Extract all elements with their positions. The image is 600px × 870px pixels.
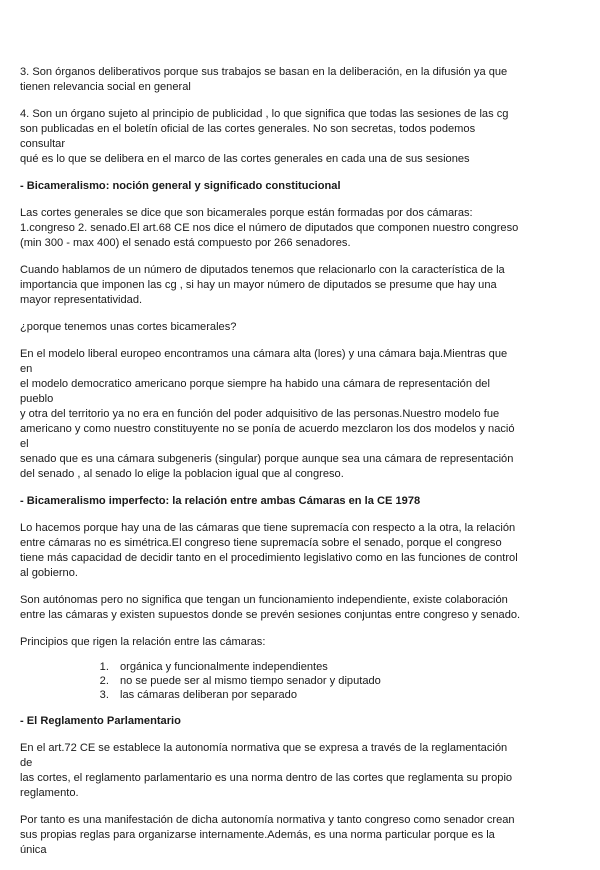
- paragraph-camaras: Las cortes generales se dice que son bicamerales porque están formadas por dos cámaras: 1.congreso 2. senado.El art.68 CE nos dice el número de diputados que componen nuestro congreso (min 300 - max 400) el senado está compuesto por 266 senadores.: [20, 207, 519, 249]
- heading-bicameralismo: - Bicameralismo: noción general y significado constitucional: [20, 180, 341, 192]
- paragraph-autonomia-normativa: Por tanto es una manifestación de dicha autonomía normativa y tanto congreso como senador crean sus propias reglas para organizarse internamente.Además, es una norma particular porque es la única: [20, 814, 515, 856]
- paragraph-principios: Principios que rigen la relación entre las cámaras:: [20, 636, 266, 648]
- heading-bicameralismo-imperfecto: - Bicameralismo imperfecto: la relación entre ambas Cámaras en la CE 1978: [20, 495, 421, 507]
- paragraph-art72: En el art.72 CE se establece la autonomía normativa que se expresa a través de la reglamentación de las cortes, el reglamento parlamentario es una norma dentro de las cortes que reglamenta su propio reglamento.: [20, 742, 513, 799]
- paragraph-autonomas: Son autónomas pero no significa que tengan un funcionamiento independiente, existe colaboración entre las cámaras y existen supuestos donde se prevén sesiones conjuntas entre congreso y senado.: [20, 594, 521, 621]
- document-page: [20, 65, 522, 870]
- paragraph-deliberativos: 3. Son órganos deliberativos porque sus trabajos se basan en la deliberación, en la difusión ya que tienen relevancia social en general: [20, 66, 508, 93]
- list-item: 3. las cámaras deliberan por separado: [112, 688, 522, 702]
- paragraph-publicidad: 4. Son un órgano sujeto al principio de publicidad , lo que significa que todas las sesiones de las cg son publicadas en el boletín oficial de las cortes generales. No son secretas, todos podemos consultar qué es lo que se delibera en el marco de las cortes generales en cada una de sus sesiones: [20, 108, 509, 165]
- principles-list: [20, 660, 522, 702]
- list-item: 1. orgánica y funcionalmente independientes: [112, 660, 522, 674]
- paragraph-supremacia: Lo hacemos porque hay una de las cámaras que tiene supremacía con respecto a la otra, la relación entre cámaras no es simétrica.El congreso tiene supremacía sobre el senado, porque el congreso tiene más capacidad de decidir tanto en el procedimiento legislativo como en las funciones de control al gobierno.: [20, 522, 518, 579]
- heading-reglamento: - El Reglamento Parlamentario: [20, 715, 181, 727]
- paragraph-diputados: Cuando hablamos de un número de diputados tenemos que relacionarlo con la característica de la importancia que imponen las cg , si hay un mayor número de diputados se presume que hay una mayor representatividad.: [20, 264, 505, 306]
- paragraph-question: ¿porque tenemos unas cortes bicamerales?: [20, 321, 237, 333]
- list-item: 2. no se puede ser al mismo tiempo senador y diputado: [112, 674, 522, 688]
- paragraph-modelo: En el modelo liberal europeo encontramos una cámara alta (lores) y una cámara baja.Mientras que en el modelo democratico americano porque siempre ha habido una cámara de representación del pueblo y otra del territorio ya no era en función del poder adquisitivo de las personas.Nuestro modelo fue americano y como nuestro constituyente no se ponía de acuerdo mezclaron los dos modelos y nació el senado que es una cámara subgeneris (singular) porque aunque sea una cámara de representación del senado , al senado lo elige la poblacion igual que al congreso.: [20, 348, 515, 480]
